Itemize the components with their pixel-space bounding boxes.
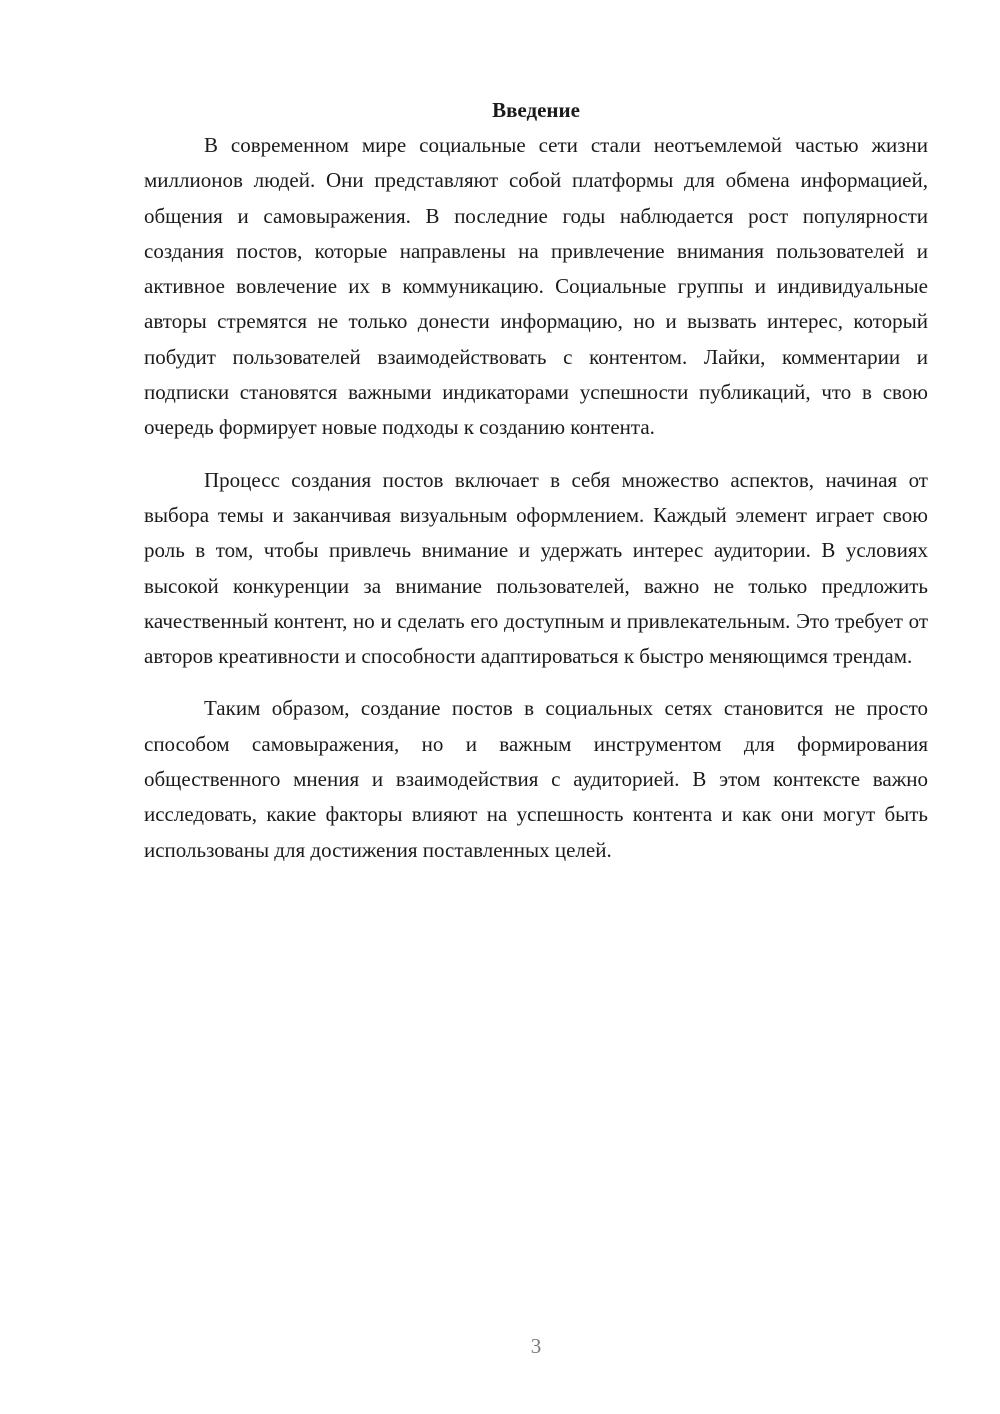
paragraph-3: Таким образом, создание постов в социальных сетях становится не просто способом самовыражения, но и важным инструментом для формирования общественного мнения и взаимодействия с аудиторией. В этом контексте важно исследовать, какие факторы влияют на успешность контента и как они могут быть использованы для достижения поставленных целей. xyxy=(144,696,928,862)
page-number: 3 xyxy=(530,1334,542,1358)
paragraph-1: В современном мире социальные сети стали неотъемлемой частью жизни миллионов людей. Они представляют собой платформы для обмена информацией, общения и самовыражения. В последние годы наблюдается рост популярности создания постов, которые направлены на привлечение внимания пользователей и активное вовлечение их в коммуникацию. Социальные группы и индивидуальные авторы стремятся не только донести информацию, но и вызвать интерес, который побудит пользователей взаимодействовать с контентом. Лайки, комментарии и подписки становятся важными индикаторами успешности публикаций, что в свою очередь формирует новые подходы к созданию контента. xyxy=(144,133,928,440)
paragraph-2: Процесс создания постов включает в себя множество аспектов, начиная от выбора темы и заканчивая визуальным оформлением. Каждый элемент играет свою роль в том, чтобы привлечь внимание и удержать интерес аудитории. В условиях высокой конкуренции за внимание пользователей, важно не только предложить качественный контент, но и сделать его доступным и привлекательным. Это требует от авторов креативности и способности адаптироваться к быстро меняющимся трендам. xyxy=(144,467,928,669)
page-content xyxy=(144,93,928,885)
section-title: Введение xyxy=(492,98,580,122)
